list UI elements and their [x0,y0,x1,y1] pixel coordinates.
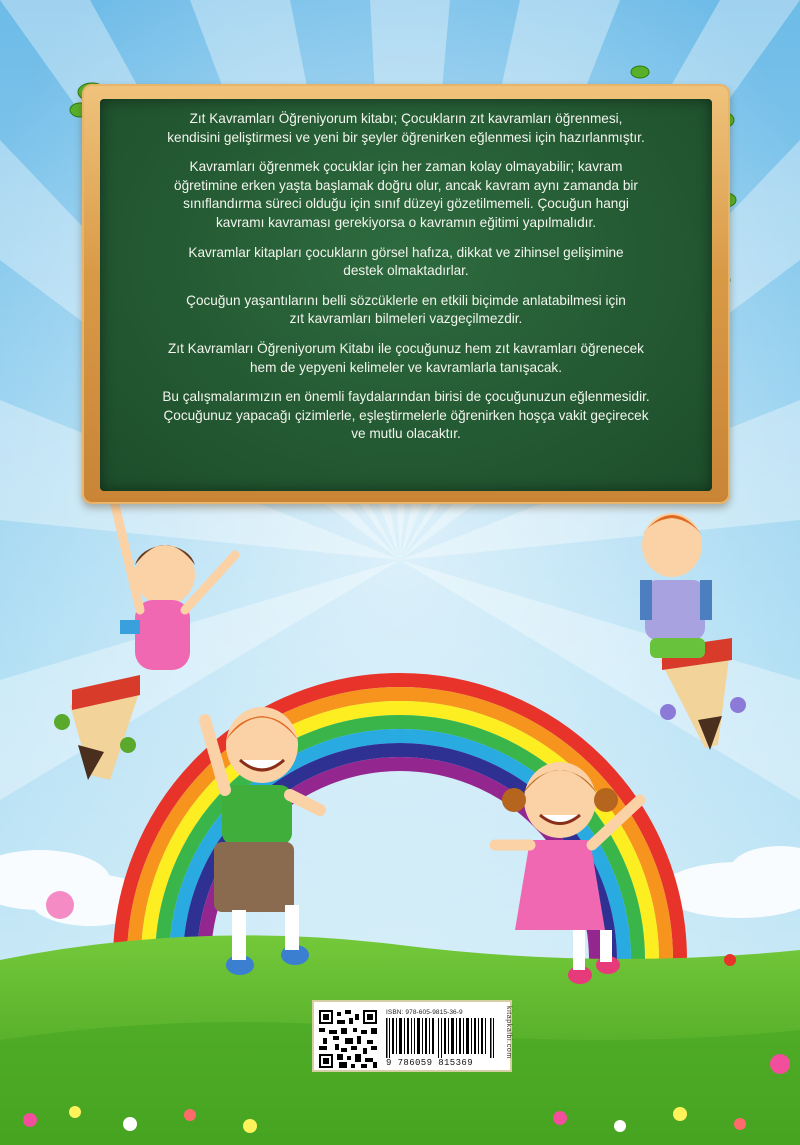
isbn-label: ISBN: 978-605-9815-36-9 [386,1009,463,1016]
back-cover-description [112,110,700,480]
description-paragraph: Bu çalışmalarımızın en önemli faydalarından birisi de çocuğunuzun eğlenmesidir. Çocuğunuz yapacağı çizimlerle, eşleştirmelerle öğrenirken hoşça vakit geçirecek ve mutlu olacaktır. [162,389,650,442]
description-paragraph: Kavramlar kitapları çocukların görsel hafıza, dikkat ve zihinsel gelişimine destek olmaktadırlar. [188,244,624,279]
description-paragraph: Kavramları öğrenmek çocuklar için her zaman kolay olmayabilir; kavram öğretimine erken yaşta başlamak doğru olur, ancak kavram aynı zamanda bir sınıflandırma süreci olduğu için sınıf düzeyi gözetilmemeli. Çocuğun hangi kavramı kavraması gerekiyorsa o kavramın eğitimi yapılmalıdır. [174,159,638,230]
qr-code-icon [319,1010,377,1068]
barcode-number: 9 786059 815369 [386,1058,474,1068]
barcode-icon [386,1018,498,1058]
description-paragraph: Zıt Kavramları Öğreniyorum Kitabı ile çocuğunuz hem zıt kavramları öğrenecek hem de yepyeni kelimeler ve kavramlarla tanışacak. [168,340,644,375]
description-paragraph: Çocuğun yaşantılarını belli sözcüklerle en etkili biçimde anlatabilmesi için zıt kavramları bilmeleri vazgeçilmezdir. [186,292,626,327]
isbn-barcode-panel [312,1000,512,1072]
description-paragraph: Zıt Kavramları Öğreniyorum kitabı; Çocukların zıt kavramları öğrenmesi, kendisini geliştirmesi ve yeni bir şeyler öğrenirken eğlenmesi için hazırlanmıştır. [167,111,645,145]
publisher-website: kitapkalbi.com [505,1006,512,1059]
